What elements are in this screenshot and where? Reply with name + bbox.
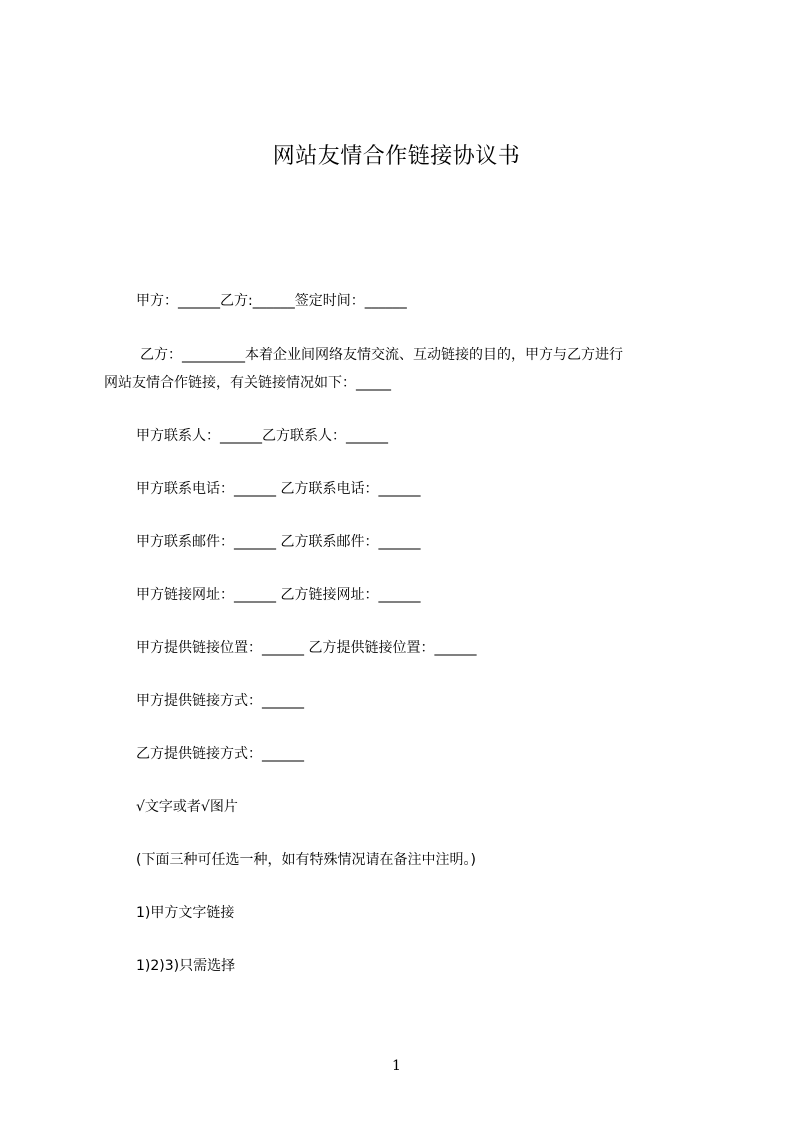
- contact-phone-line: 甲方联系电话：______ 乙方联系电话：______: [136, 481, 421, 497]
- purpose-line-1: 乙方：_________本着企业间网络友情交流、互动链接的目的，甲方与乙方进行: [140, 347, 623, 363]
- link-type-options-line: √文字或者√图片: [136, 799, 238, 815]
- link-url-line: 甲方链接网址：______ 乙方链接网址：______: [136, 587, 421, 603]
- page-number: 1: [392, 1058, 401, 1074]
- party-b-link-method-line: 乙方提供链接方式：______: [136, 746, 304, 762]
- text-link-item-line: 1)甲方文字链接: [136, 905, 235, 921]
- contact-person-line: 甲方联系人：______乙方联系人：______: [136, 428, 388, 444]
- document-title: 网站友情合作链接协议书: [272, 144, 521, 169]
- purpose-line-2: 网站友情合作链接，有关链接情况如下：_____: [104, 375, 391, 391]
- selection-item-line: 1)2)3)只需选择: [136, 958, 236, 974]
- contact-email-line: 甲方联系邮件：______ 乙方联系邮件：______: [136, 534, 421, 550]
- party-a-link-method-line: 甲方提供链接方式：______: [136, 693, 304, 709]
- link-position-line: 甲方提供链接位置：______ 乙方提供链接位置：______: [136, 640, 477, 656]
- selection-note-line: (下面三种可任选一种，如有特殊情况请在备注中注明。): [136, 852, 476, 868]
- signing-info-line: 甲方：______乙方:______签定时间：______: [136, 293, 407, 309]
